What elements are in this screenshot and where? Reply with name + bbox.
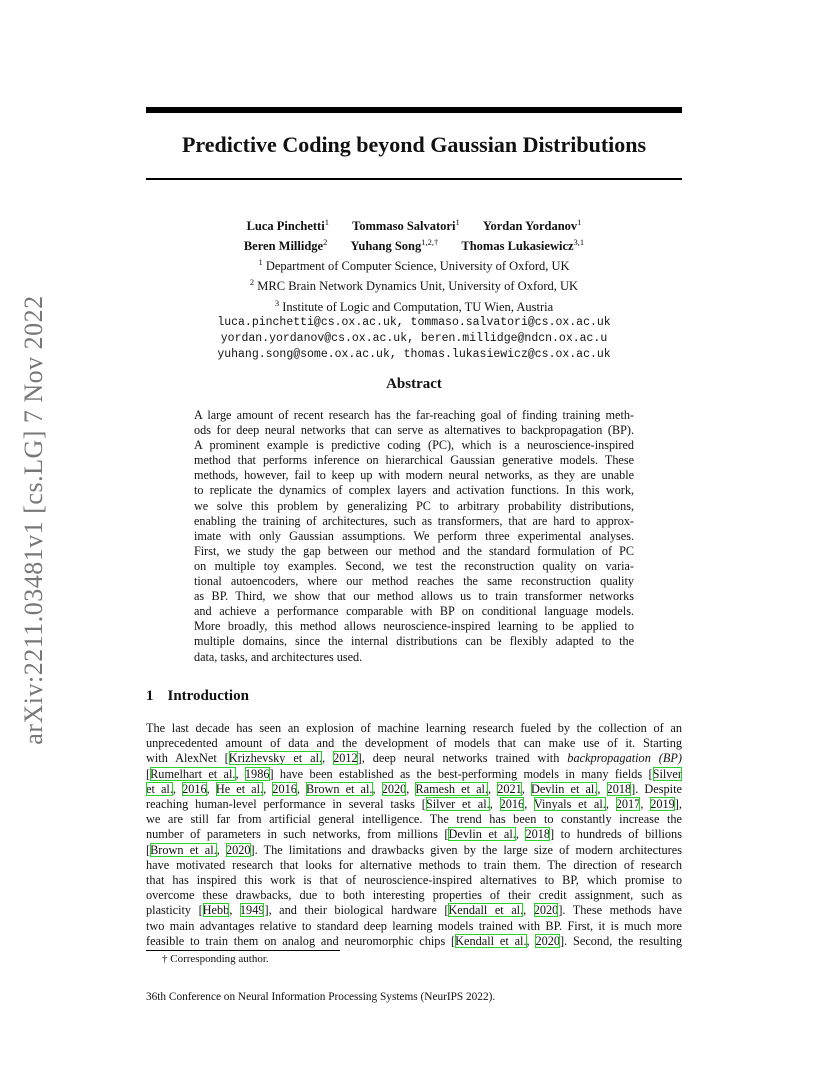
author-name: Luca Pinchetti$^1$ — [246, 217, 329, 234]
author-name: Tommaso Salvatori$^1$ — [352, 217, 460, 234]
citation-link[interactable]: 2020 — [535, 933, 561, 948]
title-bottom-rule — [146, 178, 682, 180]
paper-title: Predictive Coding beyond Gaussian Distributions — [181, 132, 647, 157]
citation-link[interactable]: 2021 — [497, 781, 522, 796]
introduction-body — [146, 721, 682, 949]
citation-link[interactable]: 2016 — [272, 781, 297, 796]
citation-link[interactable]: 2017 — [615, 797, 641, 812]
abstract-line: method that performs inference on hierarchical Gaussian generative models. These — [194, 453, 634, 468]
section-title: Introduction — [167, 688, 249, 704]
abstract-line: A prominent example is predictive coding (PC), which is a neuroscience-inspired — [194, 438, 634, 453]
citation-link[interactable]: Vinyals et al. — [533, 797, 606, 812]
citation-link[interactable]: 1986 — [244, 766, 270, 781]
citation-link[interactable]: 2018 — [525, 827, 551, 842]
abstract-line: multiple domains, since the internal distributions can be flexibly adapted to the — [194, 634, 634, 649]
affiliation: $^1$ Department of Computer Science, University of Oxford, UK — [258, 257, 570, 274]
citation-link[interactable]: Hebb — [202, 903, 230, 918]
conference-note: 36th Conference on Neural Information Processing Systems (NeurIPS 2022). — [146, 991, 496, 1003]
abstract-line: imate with only Gaussian assumptions. We perform three experimental analyses. — [194, 528, 634, 543]
section-number: 1 — [146, 688, 154, 704]
abstract-line: First, we study the gap between our method and the standard formulation of PC — [194, 543, 634, 558]
abstract-line: A large amount of recent research has the far-reaching goal of finding training meth- — [194, 408, 634, 422]
citation-link[interactable]: He et al. — [215, 781, 264, 796]
citation-link[interactable]: Brown et al. — [306, 781, 373, 796]
citation-link[interactable]: et al. — [146, 781, 173, 796]
intro-line: [Rumelhart et al., 1986] have been established as the best-performing models in many fields [Silver — [146, 766, 682, 781]
author-name: Thomas Lukasiewicz$^{3,1}$ — [461, 237, 585, 254]
citation-link[interactable]: Rumelhart et al. — [150, 766, 236, 781]
citation-link[interactable]: Kendall et al. — [455, 933, 527, 948]
citation-link[interactable]: 2020 — [533, 903, 559, 918]
citation-link[interactable]: Kendall et al. — [448, 903, 524, 918]
abstract-body — [194, 408, 634, 665]
citation-link[interactable]: Devlin et al. — [448, 827, 516, 842]
citation-link[interactable]: 2020 — [381, 781, 407, 796]
intro-line: number of parameters in such networks, from millions [Devlin et al., 2018] to hundreds of billions — [146, 827, 682, 842]
intro-line: The last decade has seen an explosion of machine learning research fueled by the collection of an — [146, 721, 682, 735]
citation-link[interactable]: 2012 — [333, 751, 358, 766]
citation-link[interactable]: Silver et al. — [425, 797, 490, 812]
abstract-line: on multiple toy examples. Second, we test the reconstruction quality on varia- — [194, 558, 634, 573]
citation-link[interactable]: 2019 — [650, 797, 675, 812]
intro-line: two main advantages relative to standard deep learning models trained with BP. First, it is much more — [146, 918, 682, 933]
citation-link[interactable]: 1949 — [239, 903, 265, 918]
citation-link[interactable]: 2016 — [182, 781, 207, 796]
intro-line: unprecedented amount of data and the development of models that can make use of it. Starting — [146, 736, 682, 751]
intro-line: that has inspired this work is that of neuroscience-inspired alternatives to BP, which promise to — [146, 873, 682, 888]
citation-link[interactable]: Krizhevsky et al. — [228, 751, 323, 766]
author-block — [146, 214, 682, 363]
abstract-line: as BP. Third, we show that our method allows us to train transformer networks — [194, 589, 634, 604]
author-line-1 — [146, 214, 682, 234]
intro-line: have motivated research that looks for alternative methods to train them. The direction of research — [146, 857, 682, 872]
abstract-heading: Abstract — [386, 376, 442, 392]
title-top-rule — [146, 107, 682, 113]
abstract-line: to replicate the dynamics of complex layers and activation functions. In this work, — [194, 483, 634, 498]
abstract-line: ods for deep neural networks that can serve as alternatives to backpropagation (BP). — [194, 423, 634, 438]
intro-line: plasticity [Hebb, 1949], and their biological hardware [Kendall et al., 2020]. These methods have — [146, 903, 682, 918]
intro-line: with AlexNet [Krizhevsky et al., 2012], deep neural networks trained with backpropagation (BP) — [146, 751, 682, 766]
intro-line: reaching human-level performance in several tasks [Silver et al., 2016, Vinyals et al., 2017, 2019], — [146, 797, 682, 812]
abstract-line: and achieve a performance comparable with BP on conditional language models. — [194, 604, 634, 619]
footnote-rule — [146, 950, 340, 951]
arxiv-identifier-text: arXiv:2211.03481v1 [cs.LG] 7 Nov 2022 — [19, 295, 48, 745]
author-emails: yuhang.song@some.ox.ac.uk, thomas.lukasiewicz@cs.ox.ac.uk — [217, 347, 611, 361]
affiliation: $^3$ Institute of Logic and Computation, TU Wien, Austria — [274, 297, 554, 314]
abstract-line: methods, however, fail to keep up with modern neural networks, as they are unable — [194, 468, 634, 483]
footnote-corresponding-author: † Corresponding author. — [162, 953, 269, 965]
arxiv-identifier-stamp — [14, 290, 54, 750]
section-heading-introduction — [146, 688, 249, 705]
author-name: Yordan Yordanov$^1$ — [482, 217, 582, 234]
intro-line: we are still far from artificial general intelligence. The trend has been to constantly increase the — [146, 812, 682, 827]
abstract-line: enabling the training of architectures, such as transformers, that are hard to approx- — [194, 513, 634, 528]
citation-link[interactable]: Ramesh et al. — [415, 781, 489, 796]
intro-line: et al., 2016, He et al., 2016, Brown et al., 2020, Ramesh et al., 2021, Devlin et al., 2018]. Despite — [146, 781, 682, 796]
author-emails: luca.pinchetti@cs.ox.ac.uk, tommaso.salvatori@cs.ox.ac.uk — [217, 315, 611, 329]
intro-line: feasible to train them on analog and neuromorphic chips [Kendall et al., 2020]. Second, the resulting — [146, 933, 683, 948]
citation-link[interactable]: Silver — [652, 766, 682, 781]
intro-line: [Brown et al., 2020]. The limitations and drawbacks given by the large size of modern architectures — [146, 842, 683, 857]
abstract-line: tional autoencoders, where our method reaches the same reconstruction quality — [194, 574, 634, 589]
author-line-2 — [146, 234, 682, 254]
affiliation: $^2$ MRC Brain Network Dynamics Unit, University of Oxford, UK — [249, 277, 579, 294]
abstract-line: More broadly, this method allows neuroscience-inspired learning to be applied to — [194, 619, 634, 634]
author-name: Yuhang Song$^{1,2,\dagger}$ — [350, 237, 439, 254]
intro-line: overcome these drawbacks, due to both interesting properties of their credit assignment, such as — [146, 888, 682, 903]
citation-link[interactable]: 2018 — [606, 781, 632, 796]
author-name: Beren Millidge$^2$ — [243, 237, 328, 254]
citation-link[interactable]: Devlin et al. — [530, 781, 598, 796]
citation-link[interactable]: 2016 — [499, 797, 525, 812]
citation-link[interactable]: 2020 — [225, 842, 251, 857]
author-emails: yordan.yordanov@cs.ox.ac.uk, beren.millidge@ndcn.ox.ac.u — [220, 331, 608, 345]
citation-link[interactable]: Brown et al. — [150, 842, 217, 857]
abstract-line: data, tasks, and architectures used. — [194, 649, 363, 664]
abstract-line: we solve this problem by generalizing PC to arbitrary probability distributions, — [194, 498, 634, 513]
